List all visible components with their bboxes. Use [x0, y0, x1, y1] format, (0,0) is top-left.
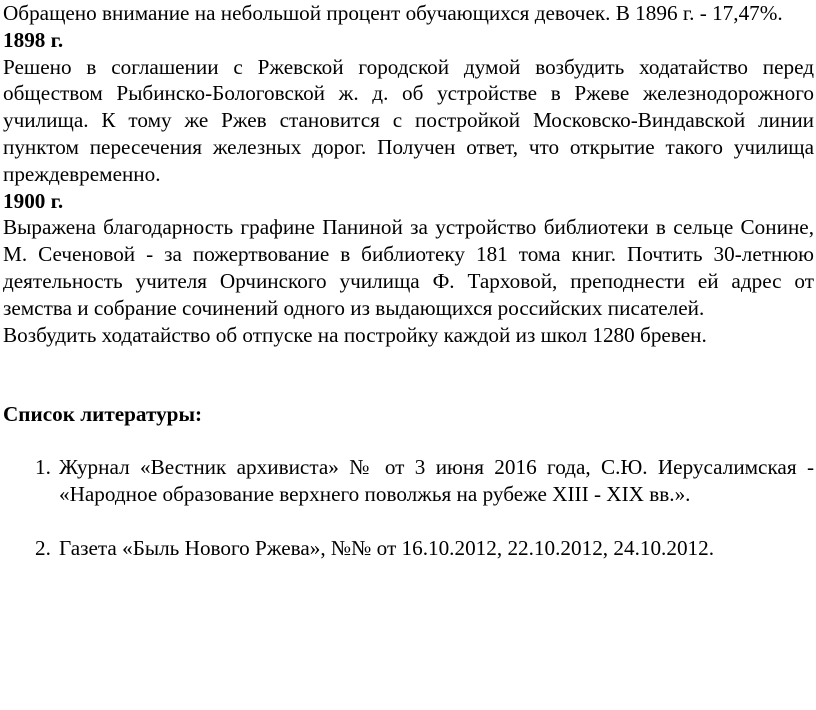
list-number: 1.	[35, 455, 51, 480]
section-1900-paragraph-2: Возбудить ходатайство об отпуске на постройку каждой из школ 1280 бревен.	[3, 322, 707, 347]
spacer	[3, 348, 814, 401]
literature-title: Список литературы:	[3, 402, 203, 427]
literature-item-1	[3, 454, 814, 508]
spacer	[3, 508, 814, 535]
section-1900-paragraph-1: Выражена благодарность графине Паниной за устройство библиотеки в сельце Сонине, М. Сеченовой - за пожертвование в библиотеку 181 тома книг. Почтить 30-летнюю деятельность учителя Орчинского училища Ф. Тарховой, преподнести ей адрес от земства и собрание сочинений одного из выдающихся российских писателей.	[3, 215, 814, 320]
section-1898-paragraph: Решено в соглашении с Ржевской городской думой возбудить ходатайство перед обществом Рыбинско-Бологовской ж. д. об устройстве в Ржеве железнодорожного училища. К тому же Ржев становится с постройкой Московско-Виндавской линии пунктом пересечения железных дорог. Получен ответ, что открытие такого училища преждевременно.	[3, 54, 814, 186]
list-number: 2.	[35, 535, 51, 560]
section-year-1900: 1900 г.	[3, 188, 64, 213]
literature-item-2	[3, 535, 814, 562]
section-year-1898: 1898 г.	[3, 27, 64, 52]
literature-item-text: Газета «Быль Нового Ржева», №№ от 16.10.2012, 22.10.2012, 24.10.2012.	[59, 535, 715, 560]
spacer	[3, 428, 814, 454]
literature-item-text: Журнал «Вестник архивиста» № от 3 июня 2016 года, С.Ю. Иерусалимская - «Народное образование верхнего поволжья на рубеже XIII - XIX вв.».	[59, 455, 814, 506]
intro-paragraph: Обращено внимание на небольшой процент обучающихся девочек. В 1896 г. - 17,47%.	[3, 1, 783, 25]
literature-list	[3, 454, 814, 561]
